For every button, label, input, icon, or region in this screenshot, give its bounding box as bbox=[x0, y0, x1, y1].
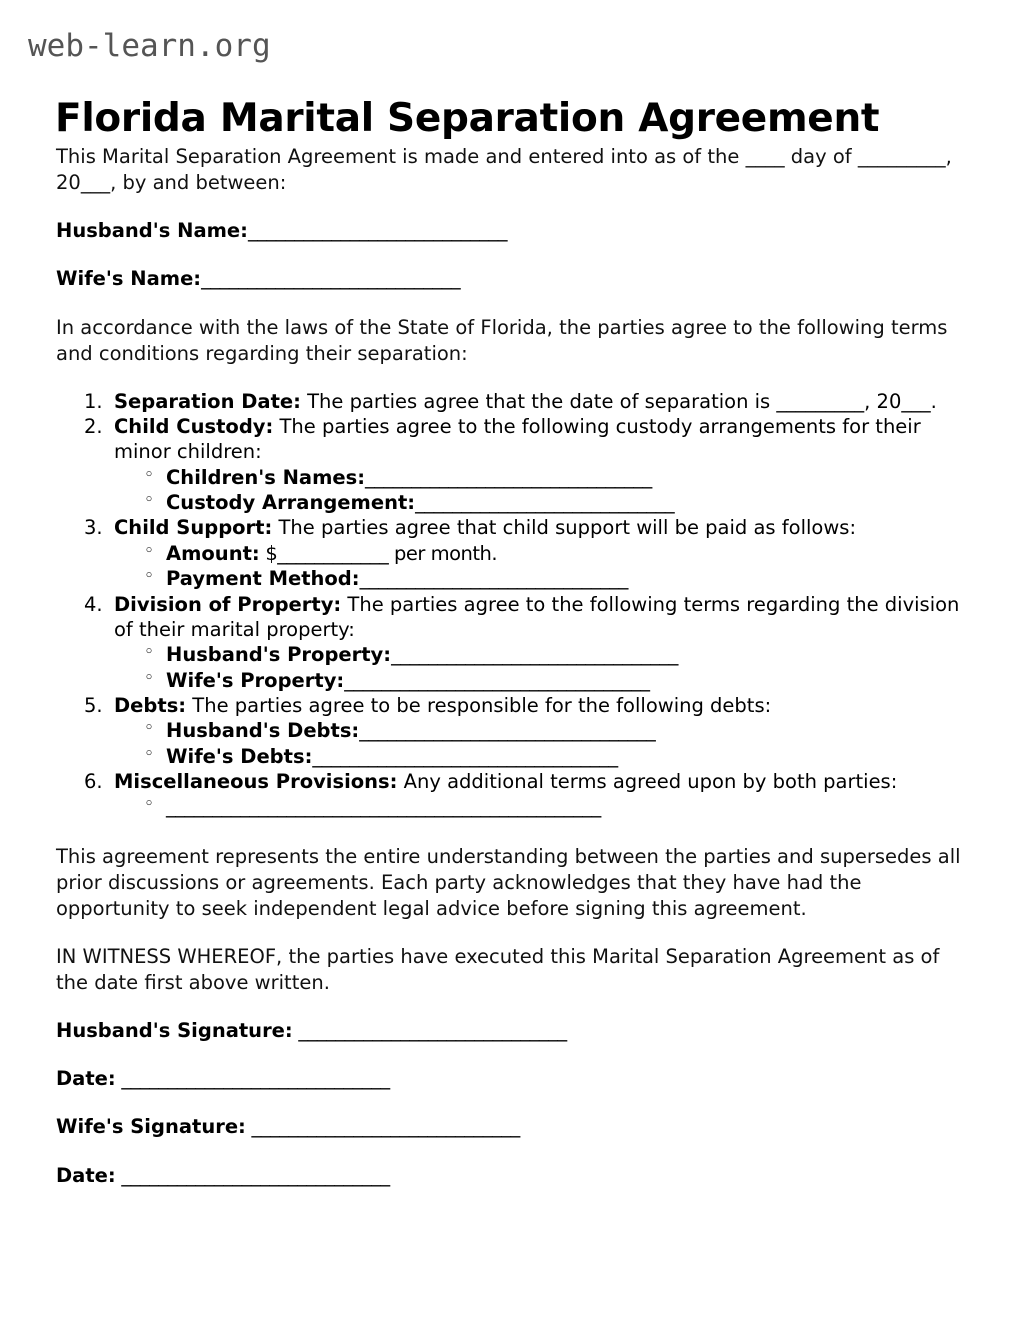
witness-paragraph: IN WITNESS WHEREOF, the parties have executed this Marital Separation Agreement as of the date first above written. bbox=[56, 944, 940, 995]
term-sublist bbox=[114, 465, 972, 516]
term-subitem-label: Children's Names: bbox=[166, 465, 366, 489]
term-text bbox=[114, 389, 972, 414]
term-subitem-blank[interactable]: _______________________________ bbox=[391, 643, 678, 667]
term-subitem bbox=[166, 668, 972, 693]
term-subitem-label: Payment Method: bbox=[166, 567, 360, 591]
term-text bbox=[114, 592, 972, 643]
term-subitem-blank[interactable]: _____________________________ bbox=[359, 567, 628, 591]
signature-label: Husband's Signature: bbox=[56, 1019, 293, 1043]
signature-blank[interactable]: _____________________________ bbox=[292, 1019, 567, 1043]
term-label: Separation Date: bbox=[114, 389, 301, 413]
term-sublist bbox=[114, 642, 972, 693]
signature-field bbox=[56, 1114, 972, 1140]
term-subitem-label: Husband's Debts: bbox=[166, 719, 360, 743]
signature-label: Wife's Signature: bbox=[56, 1115, 246, 1139]
term-label: Debts: bbox=[114, 693, 187, 717]
term-label: Division of Property: bbox=[114, 592, 342, 616]
wife-name-blank[interactable]: ____________________________ bbox=[201, 267, 461, 291]
term-label: Child Custody: bbox=[114, 415, 274, 439]
intro-paragraph: This Marital Separation Agreement is made and entered into as of the ____ day of _________, 20___, by and between: bbox=[56, 145, 952, 195]
term-subitem-label: Wife's Property: bbox=[166, 668, 345, 692]
document-body bbox=[56, 144, 972, 1211]
term-subitem-blank[interactable]: _________________________________ bbox=[312, 744, 618, 768]
term-subitem-blank[interactable]: _______________________________ bbox=[365, 465, 652, 489]
term-subitem-blank[interactable]: _________________________________ bbox=[344, 668, 650, 692]
signature-field bbox=[56, 1066, 972, 1092]
signature-field bbox=[56, 1018, 972, 1044]
term-subitem-label: Custody Arrangement: bbox=[166, 491, 416, 515]
term-sublist bbox=[114, 541, 972, 592]
term-label: Child Support: bbox=[114, 516, 273, 540]
husband-name-blank[interactable]: ____________________________ bbox=[247, 219, 507, 243]
term-text bbox=[114, 769, 972, 794]
term-subitem-label: Amount: bbox=[166, 541, 260, 565]
term-item bbox=[114, 693, 972, 769]
site-watermark: web-learn.org bbox=[28, 28, 271, 64]
signature-label: Date: bbox=[56, 1067, 116, 1091]
term-subitem-blank[interactable]: ________________________________ bbox=[359, 719, 656, 743]
signature-blank[interactable]: _____________________________ bbox=[115, 1067, 390, 1091]
term-text bbox=[114, 414, 972, 465]
accordance-paragraph: In accordance with the laws of the State of Florida, the parties agree to the following terms and conditions regarding their separation: bbox=[56, 315, 948, 365]
signature-block bbox=[56, 1018, 972, 1189]
term-subitem bbox=[166, 541, 972, 566]
term-body: The parties agree to the following custody arrangements for their minor children: bbox=[114, 415, 921, 464]
husband-name-label: Husband's Name: bbox=[56, 219, 248, 243]
term-item bbox=[114, 515, 972, 591]
term-subitem bbox=[166, 642, 972, 667]
term-subitem-label: Husband's Property: bbox=[166, 643, 392, 667]
term-subitem bbox=[166, 490, 972, 515]
term-label: Miscellaneous Provisions: bbox=[114, 769, 398, 793]
signature-blank[interactable]: _____________________________ bbox=[245, 1115, 520, 1139]
term-item bbox=[114, 414, 972, 515]
term-text bbox=[114, 693, 972, 718]
signature-blank[interactable]: _____________________________ bbox=[115, 1163, 390, 1187]
signature-label: Date: bbox=[56, 1163, 116, 1187]
term-subitem bbox=[166, 744, 972, 769]
term-subitem bbox=[166, 465, 972, 490]
term-sublist bbox=[114, 718, 972, 769]
term-body: The parties agree that the date of separation is _________, 20___. bbox=[300, 389, 937, 413]
term-subitem bbox=[166, 794, 972, 819]
closing-paragraph: This agreement represents the entire understanding between the parties and supersedes all prior discussions or agreements. Each party acknowledges that they have had the opportunity to seek independent legal advice before signing this agreement. bbox=[56, 844, 961, 920]
term-sublist bbox=[114, 794, 972, 819]
term-text bbox=[114, 515, 972, 540]
signature-field bbox=[56, 1163, 972, 1189]
term-body: The parties agree to be responsible for the following debts: bbox=[186, 693, 772, 717]
term-subitem-blank[interactable]: ____________________________ bbox=[415, 491, 675, 515]
husband-name-field bbox=[56, 218, 972, 244]
term-item bbox=[114, 389, 972, 414]
term-subitem-label: Wife's Debts: bbox=[166, 744, 313, 768]
term-subitem-blank[interactable]: _______________________________________________ bbox=[166, 795, 601, 819]
wife-name-field bbox=[56, 266, 972, 292]
term-body: The parties agree that child support will be paid as follows: bbox=[272, 516, 857, 540]
term-subitem bbox=[166, 718, 972, 743]
terms-list bbox=[56, 389, 972, 820]
term-body: Any additional terms agreed upon by both parties: bbox=[397, 769, 898, 793]
wife-name-label: Wife's Name: bbox=[56, 267, 202, 291]
term-item bbox=[114, 592, 972, 693]
term-body: The parties agree to the following terms regarding the division of their marital property: bbox=[114, 592, 960, 641]
term-subitem-blank[interactable]: $____________ per month. bbox=[259, 541, 498, 565]
page-title: Florida Marital Separation Agreement bbox=[55, 96, 880, 142]
term-subitem bbox=[166, 566, 972, 591]
term-item bbox=[114, 769, 972, 820]
